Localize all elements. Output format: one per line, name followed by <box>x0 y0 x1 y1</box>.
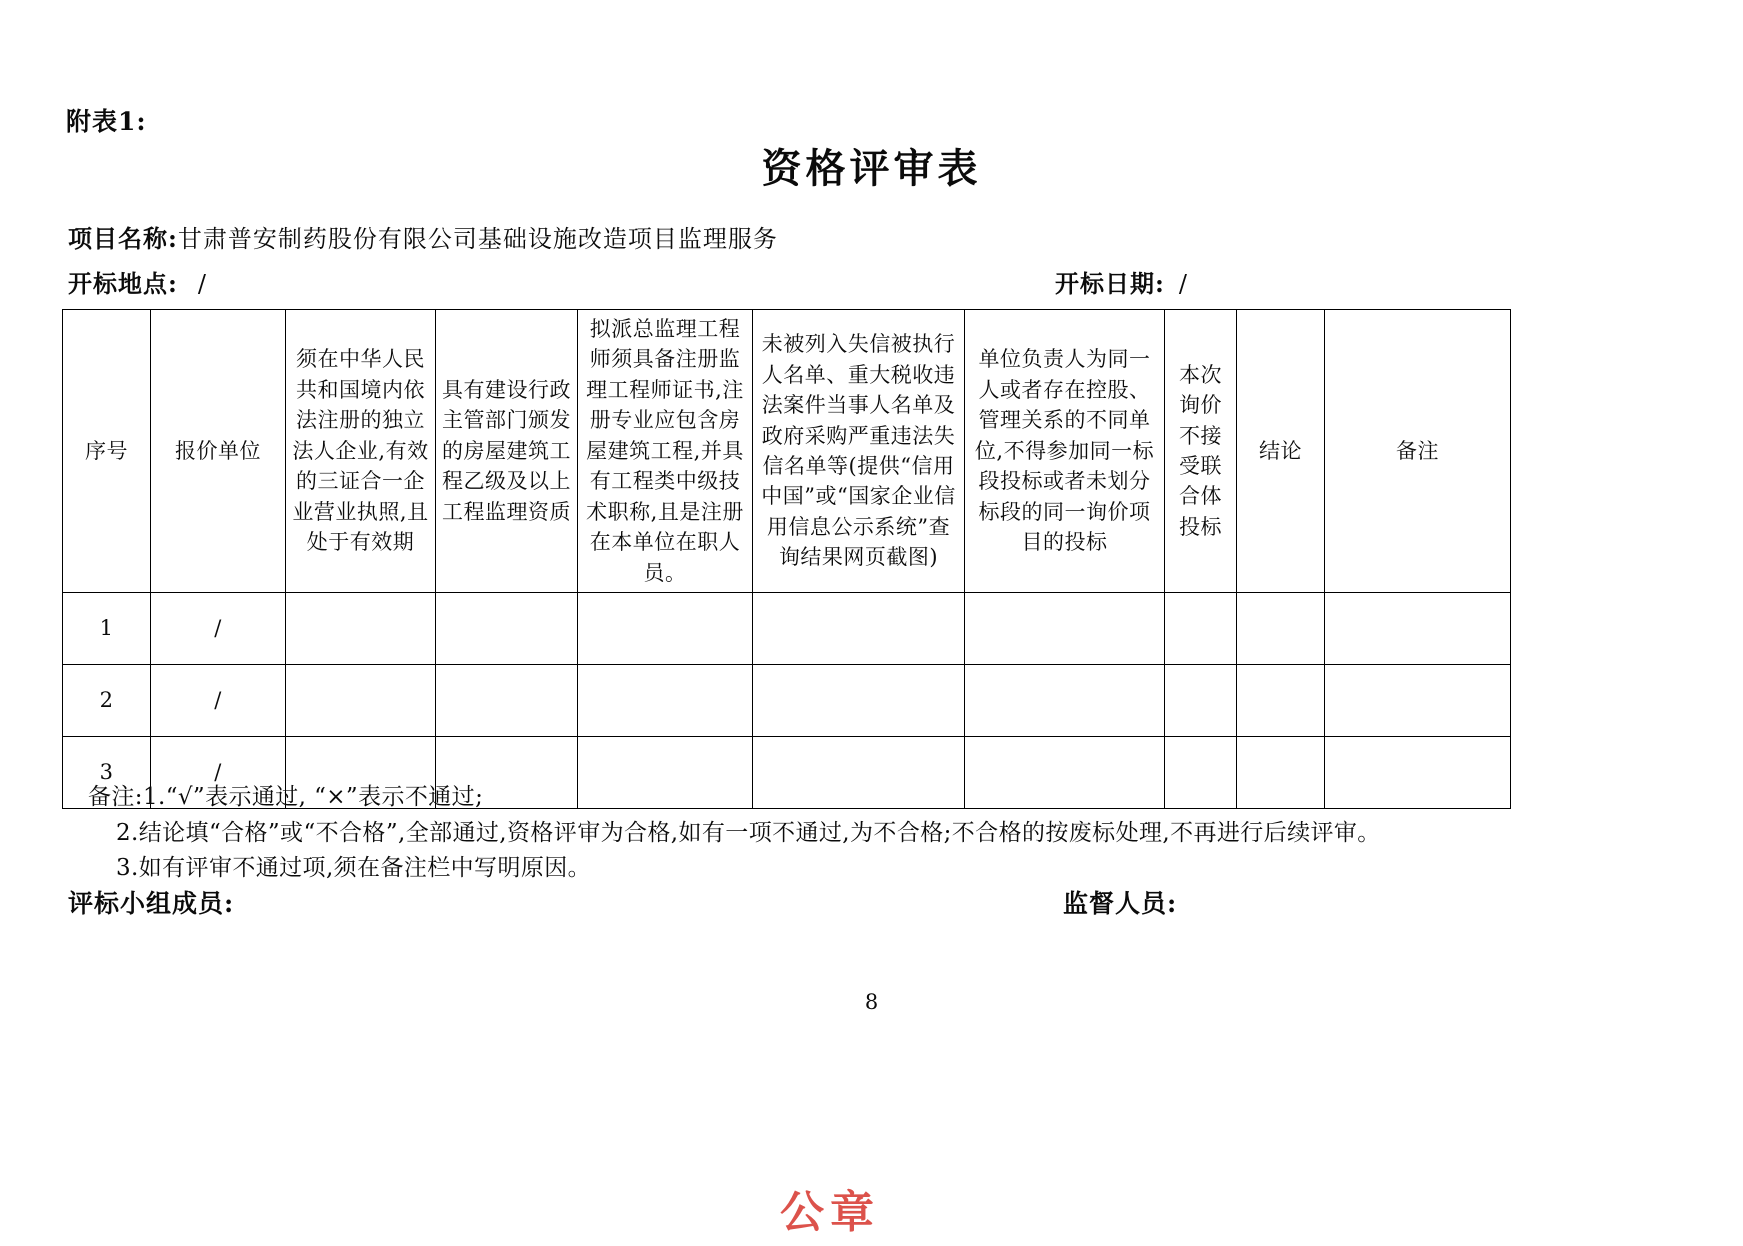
column-header-supervision-qualification: 具有建设行政主管部门颁发的房屋建筑工程乙级及以上工程监理资质 <box>436 310 578 593</box>
cell-affiliated-units <box>965 664 1165 736</box>
supervisor-signature-label: 监督人员: <box>1063 889 1178 918</box>
cell-remark <box>1325 592 1511 664</box>
note-line-2: 2.结论填“合格”或“不合格”,全部通过,资格评审为合格,如有一项不通过,为不合格;不合格的按废标处理,不再进行后续评审。 <box>116 819 1381 846</box>
column-header-remark: 备注 <box>1325 310 1511 593</box>
note-line-1: 备注:1.“√”表示通过, “×”表示不通过; <box>88 784 484 810</box>
cell-supervision-qualification <box>436 664 578 736</box>
table-row <box>63 664 1511 736</box>
cell-no: 1 <box>63 592 151 664</box>
cell-credit-record <box>753 592 965 664</box>
cell-bidder: / <box>151 592 286 664</box>
project-name-value: 甘肃普安制药股份有限公司基础设施改造项目监理服务 <box>177 225 778 253</box>
attachment-label: 附表1: <box>66 107 147 136</box>
cell-no-consortium <box>1165 664 1237 736</box>
table-header-row <box>63 310 1511 593</box>
column-header-affiliated-units: 单位负责人为同一人或者存在控股、管理关系的不同单位,不得参加同一标段投标或者未划分标段的同一询价项目的投标 <box>965 310 1165 593</box>
page-title: 资格评审表 <box>761 145 982 192</box>
cell-conclusion <box>1237 664 1325 736</box>
cell-bidder: / <box>151 736 286 808</box>
cell-legal-registration <box>286 592 436 664</box>
bid-opening-place-field <box>68 264 207 299</box>
column-header-conclusion: 结论 <box>1237 310 1325 593</box>
bid-opening-date-field <box>1055 264 1188 299</box>
column-header-no-consortium: 本次询价不接受联合体投标 <box>1165 310 1237 593</box>
cell-supervision-qualification <box>436 592 578 664</box>
bid-opening-place-value: / <box>197 270 207 298</box>
bid-opening-place-label: 开标地点: <box>68 269 178 298</box>
cell-no: 3 <box>63 736 151 808</box>
cell-no-consortium <box>1165 592 1237 664</box>
cell-conclusion <box>1237 592 1325 664</box>
table-row <box>63 592 1511 664</box>
note-line-3: 3.如有评审不通过项,须在备注栏中写明原因。 <box>116 855 592 882</box>
column-header-legal-registration: 须在中华人民共和国境内依法注册的独立法人企业,有效的三证合一企业营业执照,且处于有效期 <box>286 310 436 593</box>
bid-opening-date-value: / <box>1178 270 1188 298</box>
cell-chief-engineer <box>578 592 753 664</box>
evaluation-committee-signature-label: 评标小组成员: <box>68 889 235 918</box>
project-name-field <box>68 219 778 254</box>
qualification-review-table <box>62 309 1511 809</box>
notes-block <box>88 780 1728 887</box>
column-header-chief-engineer: 拟派总监理工程师须具备注册监理工程师证书,注册专业应包含房屋建筑工程,并具有工程类中级技术职称,且是注册在本单位在职人员。 <box>578 310 753 593</box>
red-seal-stamp: 公章 <box>780 1187 880 1238</box>
cell-legal-registration <box>286 664 436 736</box>
cell-remark <box>1325 664 1511 736</box>
cell-no: 2 <box>63 664 151 736</box>
project-name-label: 项目名称: <box>68 224 178 253</box>
bid-opening-date-label: 开标日期: <box>1055 269 1165 298</box>
column-header-no: 序号 <box>63 310 151 593</box>
column-header-bidder: 报价单位 <box>151 310 286 593</box>
column-header-credit-record: 未被列入失信被执行人名单、重大税收违法案件当事人名单及政府采购严重违法失信名单等(提供“信用中国”或“国家企业信用信息公示系统”查询结果网页截图) <box>753 310 965 593</box>
cell-chief-engineer <box>578 664 753 736</box>
cell-bidder: / <box>151 664 286 736</box>
page-number: 8 <box>864 990 879 1014</box>
cell-credit-record <box>753 664 965 736</box>
cell-affiliated-units <box>965 592 1165 664</box>
